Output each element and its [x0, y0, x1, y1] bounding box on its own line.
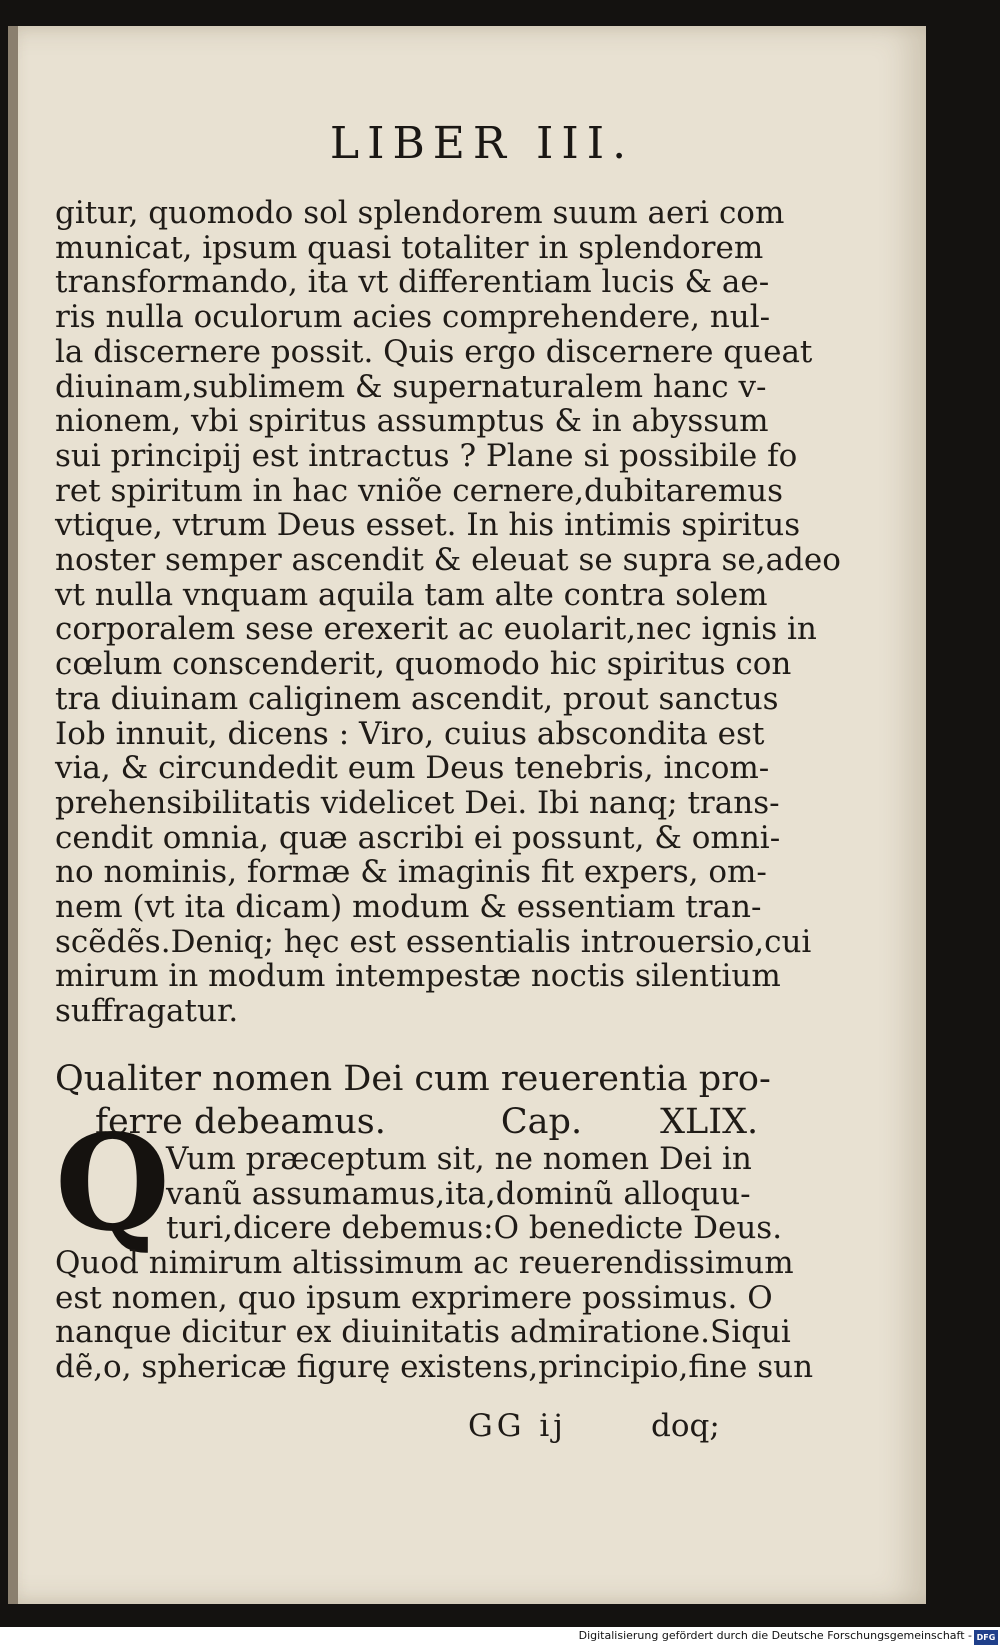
text-line: dẽ,o, sphericæ figurę existens,principio,fine sun: [55, 1349, 814, 1386]
chapter-title-line-1: Qualiter nomen Dei cum reuerentia pro-: [55, 1059, 771, 1099]
text-line: cendit omnia, quæ ascribi ei possunt, & omni-: [55, 819, 781, 856]
text-line: est nomen, quo ipsum exprimere possimus. O: [55, 1279, 773, 1316]
text-line: ret spiritum in hac vniõe cernere,dubitaremus: [55, 472, 784, 509]
text-line: tra diuinam caliginem ascendit, prout sanctus: [55, 680, 779, 717]
chapter-number: XLIX.: [660, 1102, 759, 1142]
text-line: via, & circundedit eum Deus tenebris, incom-: [55, 750, 770, 787]
text-line: transformando, ita vt differentiam lucis & ae-: [55, 264, 770, 301]
text-line: vanũ assumamus,ita,dominũ alloquu-: [166, 1175, 751, 1212]
running-header: [8, 118, 926, 169]
text-line: cœlum conscenderit, quomodo hic spiritus con: [55, 646, 792, 683]
text-line: prehensibilitatis videlicet Dei. Ibi nanq; trans-: [55, 784, 780, 821]
text-line: suffragatur.: [55, 993, 239, 1030]
text-line: sui principij est intractus ? Plane si possibile fo: [55, 437, 798, 474]
running-title: LIBER III.: [329, 118, 635, 169]
text-line: la discernere possit. Quis ergo discernere queat: [55, 333, 813, 370]
text-line: gitur, quomodo sol splendorem suum aeri com: [55, 195, 785, 231]
text-line: municat, ipsum quasi totaliter in splendorem: [55, 229, 764, 266]
text-line: Iob innuit, dicens : Viro, cuius abscondita est: [55, 715, 765, 752]
paragraph-continuation: [55, 1245, 814, 1386]
text-line: Quod nimirum altissimum ac reuerendissimum: [55, 1245, 794, 1281]
chapter-title-text: ferre debeamus.: [95, 1102, 386, 1142]
page-gutter: [8, 26, 18, 1604]
body-text: [55, 195, 841, 1030]
chapter-cap-label: Cap.: [500, 1102, 583, 1142]
text-line: vt nulla vnquam aquila tam alte contra solem: [55, 576, 768, 613]
footer-credit: Digitalisierung gefördert durch die Deutsche Forschungsgemeinschaft -: [578, 1629, 972, 1642]
signature-mark: GG ij: [468, 1408, 567, 1444]
text-line: scẽdẽs.Deniq; hęc est essentialis introuersio,cui: [55, 923, 812, 960]
text-line: ris nulla oculorum acies comprehendere, nul-: [55, 299, 771, 336]
text-line: nanque dicitur ex diuinitatis admiratione.Siqui: [55, 1314, 791, 1351]
text-line: noster semper ascendit & eleuat se supra se,adeo: [55, 542, 841, 579]
text-line: Vum præceptum sit, ne nomen Dei in: [166, 1141, 752, 1177]
text-line: vtique, vtrum Deus esset. In his intimis spiritus: [55, 507, 801, 544]
text-line: nionem, vbi spiritus assumptus & in abyssum: [55, 403, 769, 440]
text-line: nem (vt ita dicam) modum & essentiam tran-: [55, 889, 762, 926]
text-line: turi,dicere debemus:O benedicte Deus.: [166, 1210, 783, 1247]
text-line: mirum in modum intempestæ noctis silentium: [55, 958, 781, 995]
dfg-logo-icon: DFG: [974, 1630, 998, 1645]
decorated-initial: Q: [55, 1106, 170, 1261]
book-page: [8, 26, 926, 1604]
text-line: corporalem sese erexerit ac euolarit,nec ignis in: [55, 611, 817, 648]
text-line: no nominis, formæ & imaginis fit expers, om-: [55, 854, 767, 891]
indented-text: [166, 1141, 783, 1247]
catchword: doq;: [651, 1408, 720, 1444]
text-line: diuinam,sublimem & supernaturalem hanc v-: [55, 368, 767, 405]
digitization-footer: [0, 1627, 1000, 1649]
